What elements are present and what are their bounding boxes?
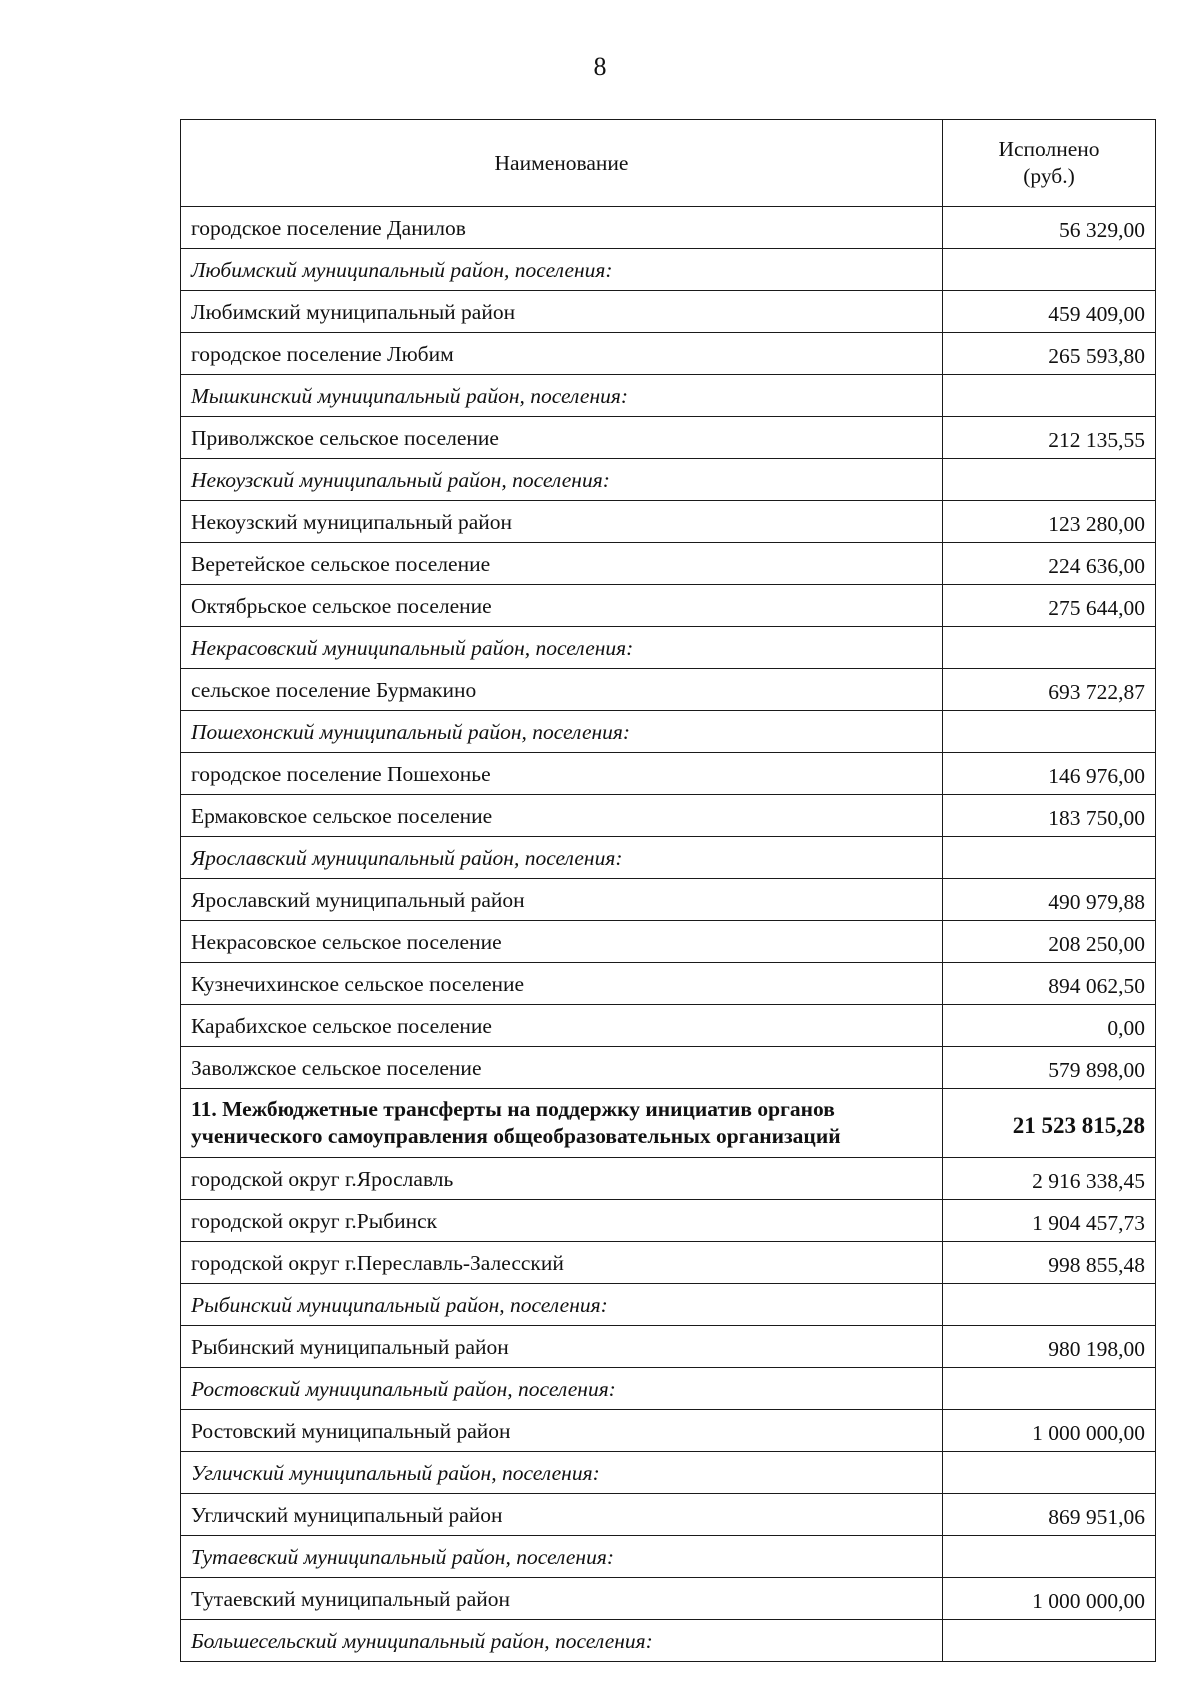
- row-name: сельское поселение Бурмакино: [181, 669, 943, 711]
- table-row: [181, 1047, 1156, 1089]
- row-name: Ростовский муниципальный район, поселения:: [181, 1368, 943, 1410]
- table-row-group-heading: [181, 627, 1156, 669]
- row-name: Заволжское сельское поселение: [181, 1047, 943, 1089]
- table-row-group-heading: [181, 1452, 1156, 1494]
- table-row: [181, 417, 1156, 459]
- table-row: [181, 879, 1156, 921]
- budget-table: [180, 119, 1156, 1662]
- row-executed-amount: [943, 249, 1156, 291]
- row-executed-amount: 0,00: [943, 1005, 1156, 1047]
- row-executed-amount: 490 979,88: [943, 879, 1156, 921]
- row-name: 11. Межбюджетные трансферты на поддержку инициатив органов ученического самоуправления общеобразовательных организаций: [181, 1089, 943, 1158]
- row-executed-amount: 265 593,80: [943, 333, 1156, 375]
- table-row-group-heading: [181, 375, 1156, 417]
- column-header-executed-title: Исполнено: [998, 137, 1100, 161]
- row-executed-amount: 224 636,00: [943, 543, 1156, 585]
- table-row-group-heading: [181, 1368, 1156, 1410]
- row-name: Большесельский муниципальный район, поселения:: [181, 1620, 943, 1662]
- row-executed-amount: [943, 711, 1156, 753]
- row-name: Веретейское сельское поселение: [181, 543, 943, 585]
- table-row: [181, 543, 1156, 585]
- row-name: Рыбинский муниципальный район: [181, 1326, 943, 1368]
- row-executed-amount: [943, 1368, 1156, 1410]
- column-header-name: Наименование: [181, 120, 943, 207]
- row-executed-amount: 275 644,00: [943, 585, 1156, 627]
- table-row: [181, 1005, 1156, 1047]
- row-name: городское поселение Пошехонье: [181, 753, 943, 795]
- row-name: Угличский муниципальный район, поселения:: [181, 1452, 943, 1494]
- table-row: [181, 1158, 1156, 1200]
- row-executed-amount: 894 062,50: [943, 963, 1156, 1005]
- table-body: [181, 207, 1156, 1662]
- row-executed-amount: [943, 627, 1156, 669]
- table-row: [181, 585, 1156, 627]
- row-name: городской округ г.Ярославль: [181, 1158, 943, 1200]
- table-row: [181, 1410, 1156, 1452]
- row-name: Любимский муниципальный район, поселения:: [181, 249, 943, 291]
- table-row-group-heading: [181, 711, 1156, 753]
- row-executed-amount: 998 855,48: [943, 1242, 1156, 1284]
- row-executed-amount: 212 135,55: [943, 417, 1156, 459]
- row-name: Мышкинский муниципальный район, поселения:: [181, 375, 943, 417]
- row-name: городской округ г.Переславль-Залесский: [181, 1242, 943, 1284]
- row-executed-amount: 980 198,00: [943, 1326, 1156, 1368]
- row-name: Ярославский муниципальный район: [181, 879, 943, 921]
- row-executed-amount: [943, 1452, 1156, 1494]
- row-executed-amount: [943, 1284, 1156, 1326]
- row-executed-amount: 579 898,00: [943, 1047, 1156, 1089]
- table-row: [181, 1242, 1156, 1284]
- row-executed-amount: 1 904 457,73: [943, 1200, 1156, 1242]
- row-name: Некоузский муниципальный район: [181, 501, 943, 543]
- row-executed-amount: [943, 375, 1156, 417]
- row-name: городской округ г.Рыбинск: [181, 1200, 943, 1242]
- row-name: Карабихское сельское поселение: [181, 1005, 943, 1047]
- row-executed-amount: [943, 459, 1156, 501]
- row-name: Угличский муниципальный район: [181, 1494, 943, 1536]
- row-executed-amount: 1 000 000,00: [943, 1410, 1156, 1452]
- table-row: [181, 753, 1156, 795]
- page-number: 8: [593, 52, 607, 81]
- row-name: Некоузский муниципальный район, поселения:: [181, 459, 943, 501]
- table-row: [181, 1578, 1156, 1620]
- table-row: [181, 207, 1156, 249]
- table-row-section-total: [181, 1089, 1156, 1158]
- row-name: Тутаевский муниципальный район: [181, 1578, 943, 1620]
- table-row: [181, 501, 1156, 543]
- table-row-group-heading: [181, 1620, 1156, 1662]
- table-row: [181, 963, 1156, 1005]
- table-row: [181, 291, 1156, 333]
- row-executed-amount: [943, 1536, 1156, 1578]
- table-row: [181, 333, 1156, 375]
- row-name: Октябрьское сельское поселение: [181, 585, 943, 627]
- table-row-group-heading: [181, 459, 1156, 501]
- table-row: [181, 1326, 1156, 1368]
- row-name: Ростовский муниципальный район: [181, 1410, 943, 1452]
- row-executed-amount: 146 976,00: [943, 753, 1156, 795]
- table-row-group-heading: [181, 837, 1156, 879]
- table-row-group-heading: [181, 1284, 1156, 1326]
- table-row: [181, 1494, 1156, 1536]
- table-row: [181, 795, 1156, 837]
- row-name: Рыбинский муниципальный район, поселения:: [181, 1284, 943, 1326]
- table-row: [181, 921, 1156, 963]
- row-executed-amount: 869 951,06: [943, 1494, 1156, 1536]
- row-executed-amount: [943, 1620, 1156, 1662]
- column-header-executed: [943, 120, 1156, 207]
- row-name: Ермаковское сельское поселение: [181, 795, 943, 837]
- column-header-executed-unit: (руб.): [1023, 164, 1075, 188]
- table-row: [181, 669, 1156, 711]
- row-executed-amount: 208 250,00: [943, 921, 1156, 963]
- row-name: городское поселение Данилов: [181, 207, 943, 249]
- row-executed-amount: 2 916 338,45: [943, 1158, 1156, 1200]
- row-executed-amount: 459 409,00: [943, 291, 1156, 333]
- row-name: Некрасовский муниципальный район, поселения:: [181, 627, 943, 669]
- row-name: городское поселение Любим: [181, 333, 943, 375]
- row-executed-amount: 56 329,00: [943, 207, 1156, 249]
- row-name: Пошехонский муниципальный район, поселения:: [181, 711, 943, 753]
- row-name: Некрасовское сельское поселение: [181, 921, 943, 963]
- table-row-group-heading: [181, 1536, 1156, 1578]
- row-executed-amount: 183 750,00: [943, 795, 1156, 837]
- row-name: Приволжское сельское поселение: [181, 417, 943, 459]
- table-row: [181, 1200, 1156, 1242]
- row-executed-amount: 21 523 815,28: [943, 1089, 1156, 1158]
- table-row-group-heading: [181, 249, 1156, 291]
- row-executed-amount: 123 280,00: [943, 501, 1156, 543]
- row-name: Кузнечихинское сельское поселение: [181, 963, 943, 1005]
- row-executed-amount: [943, 837, 1156, 879]
- table-header-row: [181, 120, 1156, 207]
- row-executed-amount: 1 000 000,00: [943, 1578, 1156, 1620]
- row-name: Любимский муниципальный район: [181, 291, 943, 333]
- row-name: Ярославский муниципальный район, поселения:: [181, 837, 943, 879]
- row-name: Тутаевский муниципальный район, поселения:: [181, 1536, 943, 1578]
- row-executed-amount: 693 722,87: [943, 669, 1156, 711]
